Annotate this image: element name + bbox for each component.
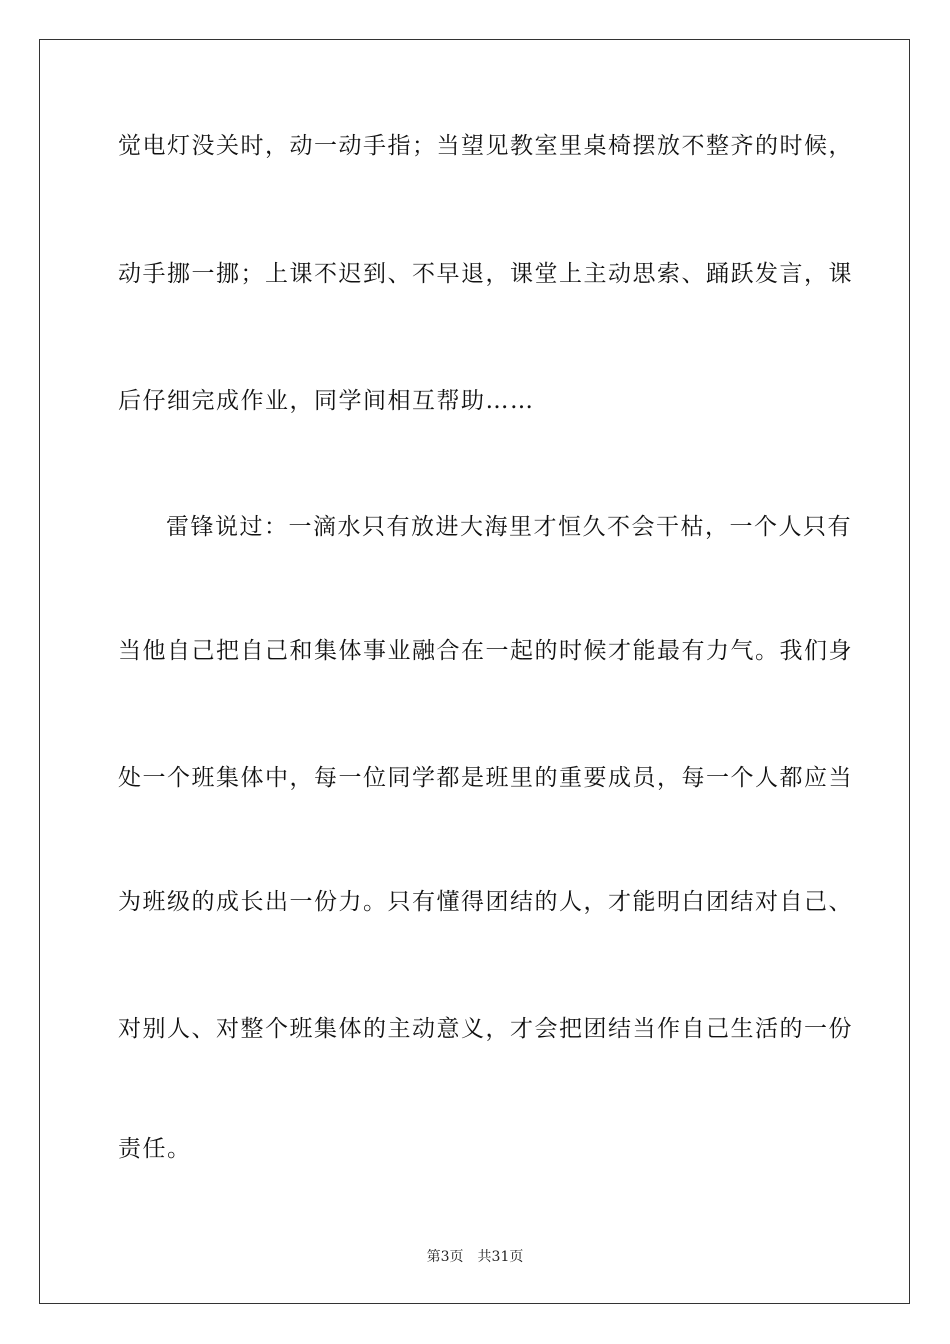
page-border bbox=[39, 39, 910, 1304]
paragraph-line: 当他自己把自己和集体事业融合在一起的时候才能最有力气。我们身 bbox=[118, 638, 853, 664]
paragraph-line: 后仔细完成作业，同学间相互帮助…… bbox=[118, 388, 535, 414]
total-pages: 共31页 bbox=[477, 1249, 524, 1265]
paragraph-line: 为班级的成长出一份力。只有懂得团结的人，才能明白团结对自己、 bbox=[118, 889, 853, 915]
page-footer bbox=[0, 1246, 950, 1266]
paragraph-line: 对别人、对整个班集体的主动意义，才会把团结当作自己生活的一份 bbox=[118, 1016, 853, 1042]
paragraph-line: 觉电灯没关时，动一动手指；当望见教室里桌椅摆放不整齐的时候， bbox=[118, 133, 853, 159]
paragraph-line: 雷锋说过：一滴水只有放进大海里才恒久不会干枯，一个人只有 bbox=[166, 514, 852, 540]
paragraph-line: 动手挪一挪；上课不迟到、不早退，课堂上主动思索、踊跃发言，课 bbox=[118, 261, 853, 287]
page-number: 第3页 bbox=[426, 1249, 464, 1265]
paragraph-line: 处一个班集体中，每一位同学都是班里的重要成员，每一个人都应当 bbox=[118, 765, 853, 791]
paragraph-line: 责任。 bbox=[118, 1136, 192, 1162]
